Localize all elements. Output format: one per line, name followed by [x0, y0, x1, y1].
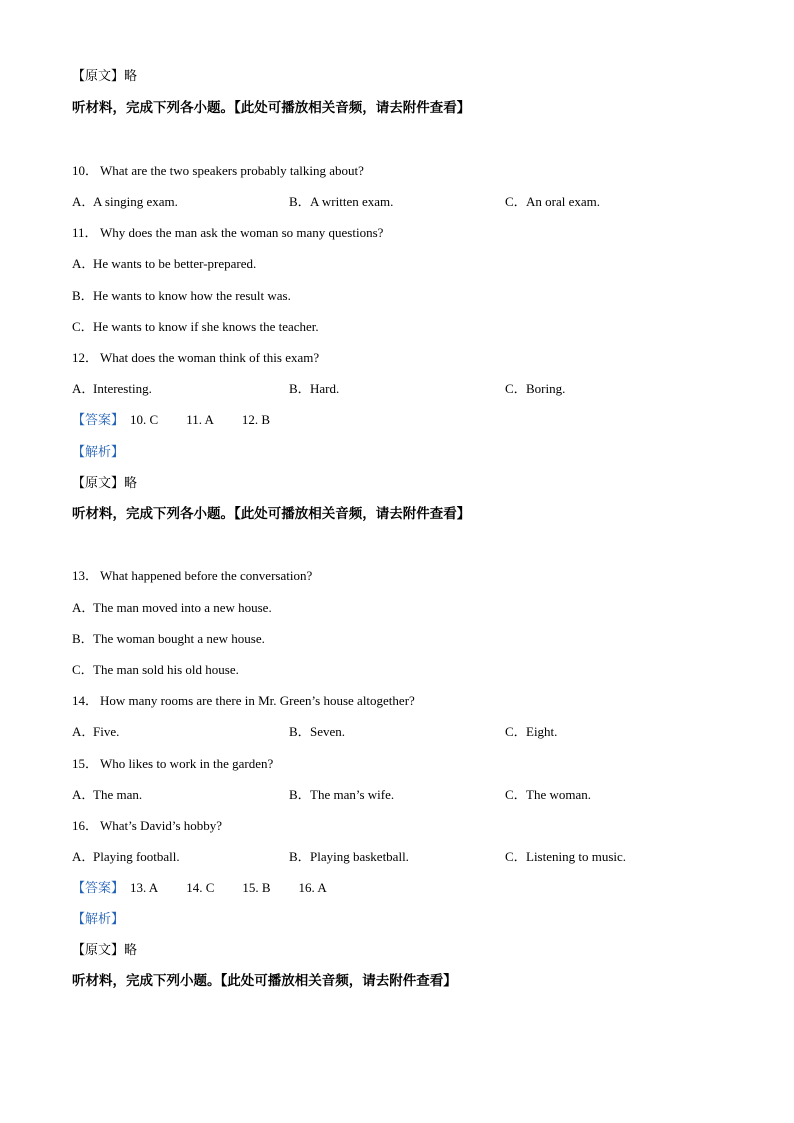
option-letter: A．	[72, 787, 95, 802]
option-letter: C．	[505, 787, 527, 802]
option-letter: C．	[505, 849, 527, 864]
option-letter: C．	[72, 319, 94, 334]
option-letter: C．	[505, 381, 527, 396]
option-text: Boring.	[526, 381, 566, 396]
option-c	[505, 194, 600, 210]
option-b	[289, 381, 339, 397]
original-text-note: 【原文】略	[72, 942, 138, 957]
option-text: The man’s wife.	[310, 787, 395, 802]
answer-item: 10. C	[130, 412, 159, 427]
option-letter: B．	[289, 381, 311, 396]
option-text: Five.	[93, 724, 120, 739]
option-c	[505, 724, 557, 740]
option-text: A written exam.	[310, 194, 394, 209]
option-b	[289, 849, 409, 865]
question-text: Who likes to work in the garden?	[100, 756, 274, 771]
option-letter: C．	[505, 194, 527, 209]
question-13	[72, 568, 312, 584]
question-text: What happened before the conversation?	[100, 568, 313, 583]
option-c	[505, 849, 626, 865]
option-b	[72, 288, 291, 304]
question-number: 14．	[72, 693, 99, 708]
option-c	[72, 319, 319, 335]
answer-item: 13. A	[130, 880, 159, 895]
answer-item: 11. A	[186, 412, 214, 427]
question-number: 11．	[72, 225, 98, 240]
question-number: 13．	[72, 568, 99, 583]
option-text: An oral exam.	[526, 194, 601, 209]
question-number: 16．	[72, 818, 99, 833]
question-12	[72, 350, 319, 366]
option-a	[72, 849, 180, 865]
option-text: Playing football.	[93, 849, 180, 864]
answer-line	[72, 880, 355, 896]
option-text: The man.	[93, 787, 143, 802]
listening-instruction: 听材料，完成下列各小题。【此处可播放相关音频，请去附件查看】	[72, 506, 471, 522]
answer-tag: 【答案】	[72, 880, 125, 895]
option-text: Seven.	[310, 724, 346, 739]
option-a	[72, 194, 178, 210]
option-c	[505, 787, 591, 803]
question-number: 15．	[72, 756, 99, 771]
option-letter: B．	[289, 849, 311, 864]
question-16	[72, 818, 222, 834]
option-letter: B．	[289, 724, 311, 739]
question-number: 12．	[72, 350, 99, 365]
option-b	[72, 631, 265, 647]
original-text-note: 【原文】略	[72, 475, 138, 490]
option-text: The man sold his old house.	[93, 662, 239, 677]
option-text: Eight.	[526, 724, 558, 739]
listening-instruction: 听材料，完成下列小题。【此处可播放相关音频，请去附件查看】	[72, 973, 457, 989]
answer-item: 16. A	[298, 880, 327, 895]
question-text: Why does the man ask the woman so many questions?	[100, 225, 384, 240]
option-letter: A．	[72, 381, 95, 396]
option-text: The man moved into a new house.	[93, 600, 272, 615]
option-text: The woman.	[526, 787, 591, 802]
question-text: How many rooms are there in Mr. Green’s house altogether?	[100, 693, 415, 708]
option-text: Hard.	[310, 381, 340, 396]
option-text: Interesting.	[93, 381, 152, 396]
question-text: What are the two speakers probably talking about?	[100, 163, 364, 178]
question-10	[72, 163, 364, 179]
option-letter: B．	[289, 787, 311, 802]
option-c	[505, 381, 565, 397]
option-a	[72, 600, 272, 616]
analysis-tag: 【解析】	[72, 444, 125, 459]
answer-tag: 【答案】	[72, 412, 125, 427]
option-text: Listening to music.	[526, 849, 627, 864]
option-letter: A．	[72, 194, 95, 209]
option-a	[72, 381, 152, 397]
option-text: He wants to know how the result was.	[93, 288, 291, 303]
option-a	[72, 256, 256, 272]
option-text: He wants to know if she knows the teacher.	[93, 319, 319, 334]
analysis-tag: 【解析】	[72, 911, 125, 926]
option-letter: C．	[505, 724, 527, 739]
option-a	[72, 787, 142, 803]
option-letter: A．	[72, 600, 95, 615]
option-letter: B．	[72, 631, 94, 646]
option-letter: B．	[289, 194, 311, 209]
option-b	[289, 194, 393, 210]
option-letter: C．	[72, 662, 94, 677]
question-14	[72, 693, 415, 709]
option-b	[289, 787, 394, 803]
original-text-note: 【原文】略	[72, 68, 138, 83]
question-text: What does the woman think of this exam?	[100, 350, 320, 365]
question-text: What’s David’s hobby?	[100, 818, 223, 833]
option-a	[72, 724, 119, 740]
option-letter: A．	[72, 849, 95, 864]
answer-item: 12. B	[241, 412, 271, 427]
option-b	[289, 724, 345, 740]
question-15	[72, 756, 273, 772]
option-text: The woman bought a new house.	[93, 631, 265, 646]
option-letter: A．	[72, 256, 95, 271]
question-number: 10．	[72, 163, 99, 178]
option-text: A singing exam.	[93, 194, 178, 209]
question-11	[72, 225, 383, 241]
answer-line	[72, 412, 298, 428]
option-letter: B．	[72, 288, 94, 303]
option-text: Playing basketball.	[310, 849, 409, 864]
listening-instruction: 听材料，完成下列各小题。【此处可播放相关音频，请去附件查看】	[72, 100, 471, 116]
option-text: He wants to be better-prepared.	[93, 256, 257, 271]
option-letter: A．	[72, 724, 95, 739]
answer-item: 15. B	[242, 880, 271, 895]
answer-item: 14. C	[186, 880, 215, 895]
option-c	[72, 662, 239, 678]
